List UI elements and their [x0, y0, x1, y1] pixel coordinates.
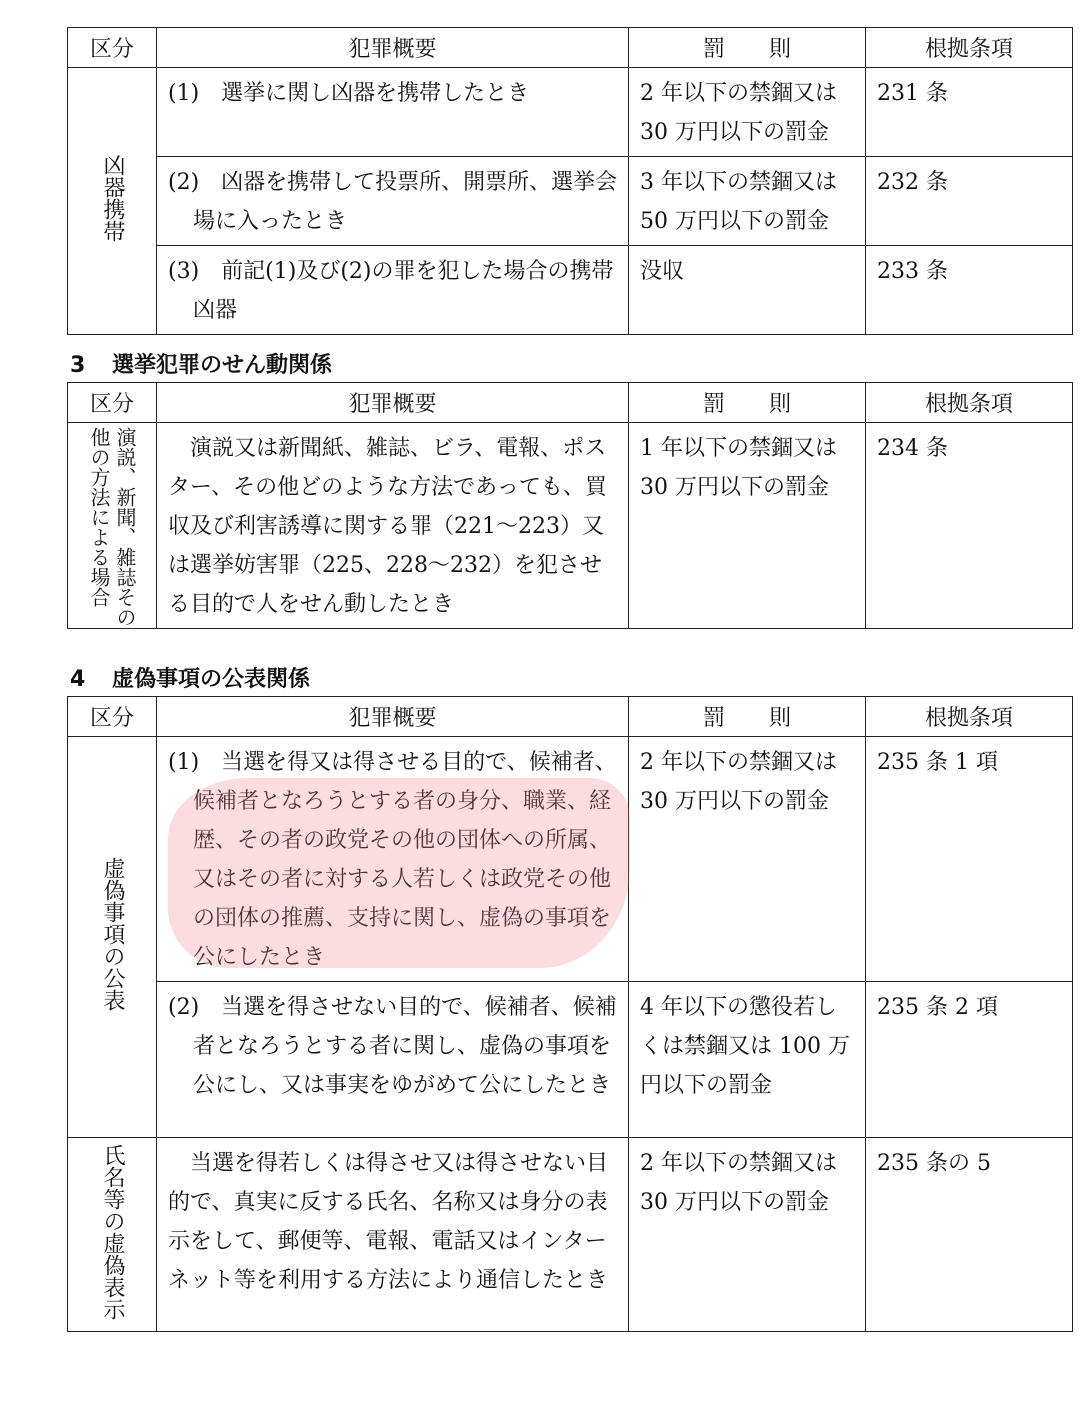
article-text: 233 条	[877, 259, 948, 284]
false-statement-table	[67, 696, 1073, 1332]
penalty-text: 3 年以下の禁錮又は 50 万円以下の罰金	[640, 170, 837, 234]
summary-text: (2) 当選を得させない目的で、候補者、候補者となろうとする者に関し、虚偽の事項を公にし、又は事実をゆがめて公にしたとき	[168, 995, 617, 1098]
summary-text: 演説又は新聞紙、雑誌、ビラ、電報、ポスター、その他どのような方法であっても、買収及び利害誘導に関する罪（221～223）又は選挙妨害罪（225、228～232）を犯させる目的で人をせん動したとき	[168, 436, 607, 617]
header-article: 根拠条項	[866, 28, 1073, 68]
header-summary: 犯罪概要	[157, 697, 629, 737]
section-number: 4	[70, 667, 86, 692]
header-category: 区分	[68, 383, 157, 423]
category-label-line2: 他の方法による場合	[87, 426, 111, 607]
summary-text: (1) 選挙に関し凶器を携帯したとき	[168, 81, 530, 106]
penalty-text: 4 年以下の懲役若しくは禁錮又は 100 万円以下の罰金	[640, 995, 850, 1098]
penalty-text: 2 年以下の禁錮又は 30 万円以下の罰金	[640, 81, 837, 145]
weapons-table	[67, 27, 1073, 335]
category-label: 氏名等の虚偽表示	[100, 1143, 125, 1320]
summary-text: (2) 凶器を携帯して投票所、開票所、選挙会場に入ったとき	[168, 170, 618, 234]
category-cell	[68, 1138, 157, 1332]
header-category: 区分	[68, 28, 157, 68]
category-cell	[68, 423, 157, 629]
section-number: 3	[70, 353, 86, 378]
incitement-table	[67, 382, 1073, 629]
article-text: 235 条 1 項	[877, 750, 998, 775]
penalty-text: 2 年以下の禁錮又は 30 万円以下の罰金	[640, 750, 837, 814]
category-cell	[68, 737, 157, 1138]
summary-text: 当選を得若しくは得させ又は得させない目的で、真実に反する氏名、名称又は身分の表示をして、郵便等、電報、電話又はインターネット等を利用する方法により通信したとき	[168, 1151, 609, 1293]
header-penalty: 罰 則	[629, 28, 866, 68]
article-text: 234 条	[877, 436, 948, 461]
section-4-heading	[70, 662, 310, 693]
header-summary: 犯罪概要	[157, 28, 629, 68]
category-cell	[68, 68, 157, 335]
summary-text: (3) 前記(1)及び(2)の罪を犯した場合の携帯凶器	[168, 259, 614, 323]
header-article: 根拠条項	[866, 383, 1073, 423]
penalty-text: 没収	[640, 259, 685, 284]
header-penalty: 罰 則	[629, 697, 866, 737]
article-text: 235 条 2 項	[877, 995, 998, 1020]
penalty-text: 1 年以下の禁錮又は 30 万円以下の罰金	[640, 436, 837, 500]
section-3-heading	[70, 348, 332, 379]
article-text: 232 条	[877, 170, 948, 195]
header-article: 根拠条項	[866, 697, 1073, 737]
header-summary: 犯罪概要	[157, 383, 629, 423]
article-text: 231 条	[877, 81, 948, 106]
category-label: 虚偽事項の公表	[100, 857, 125, 1011]
penalty-text: 2 年以下の禁錮又は 30 万円以下の罰金	[640, 1151, 837, 1215]
header-category: 区分	[68, 697, 157, 737]
summary-text: (1) 当選を得又は得させる目的で、候補者、候補者となろうとする者の身分、職業、経歴、その者の政党その他の団体への所属、又はその者に対する人若しくは政党その他の団体の推薦、支持に関し、虚偽の事項を公にしたとき	[168, 750, 617, 970]
article-text: 235 条の 5	[877, 1151, 991, 1176]
section-title: 選挙犯罪のせん動関係	[112, 353, 333, 378]
section-title: 虚偽事項の公表関係	[112, 667, 311, 692]
category-label-line1: 演説、新聞、雑誌その	[113, 426, 137, 627]
category-label: 凶器携帯	[100, 154, 125, 242]
header-penalty: 罰 則	[629, 383, 866, 423]
